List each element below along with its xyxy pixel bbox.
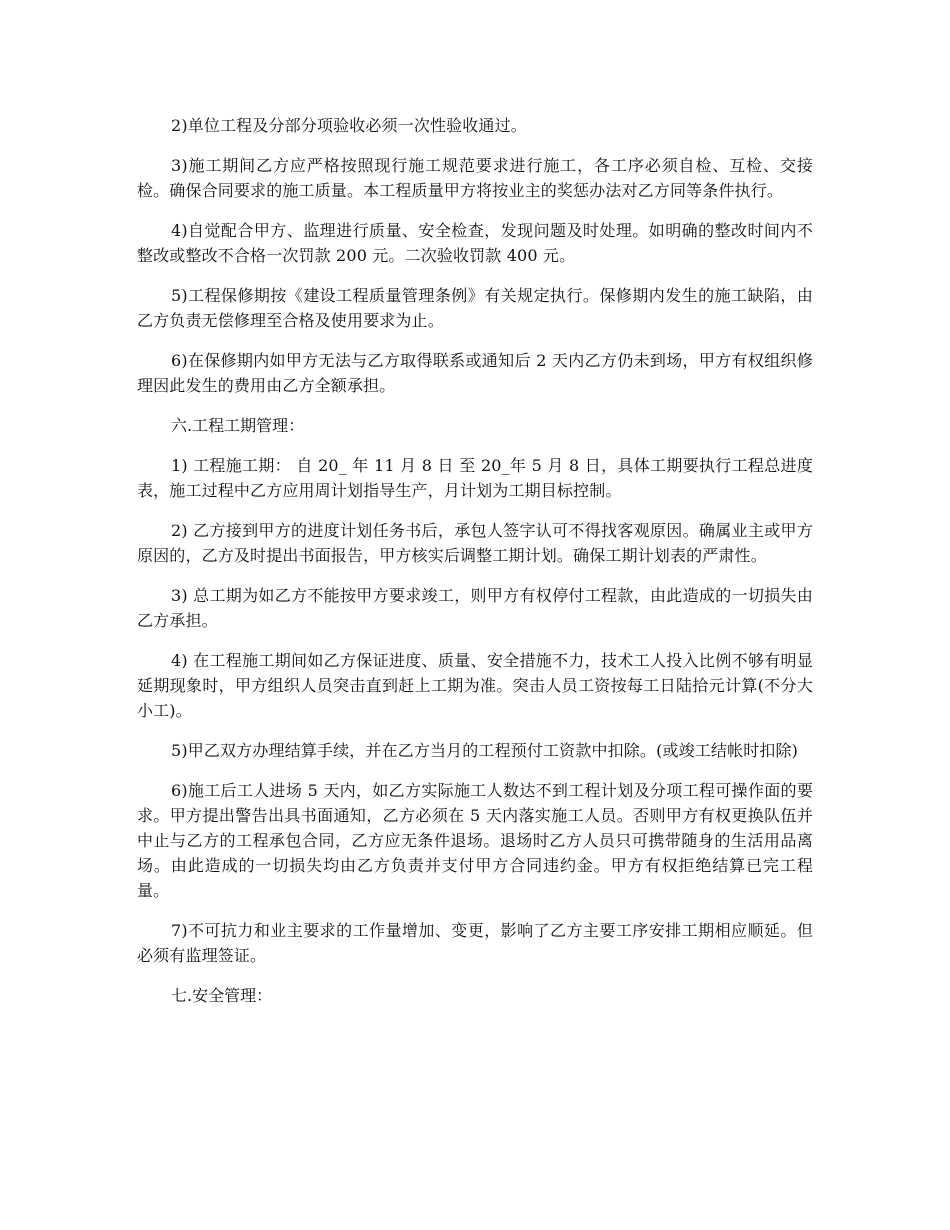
clause-quality-2: 2)单位工程及分部分项验收必须一次性验收通过。 (171, 116, 527, 135)
clause-schedule-4: 4) 在工程施工期间如乙方保证进度、质量、安全措施不力，技术工人投入比例不够有明显延期现象时，甲方组织人员突击直到赶上工期为准。突击人员工资按每工日陆拾元计算(不分大小工)。 (137, 651, 813, 720)
clause-quality-6: 6)在保修期内如甲方无法与乙方取得联系或通知后 2 天内乙方仍未到场，甲方有权组织修理因此发生的费用由乙方全额承担。 (137, 351, 813, 395)
clause-schedule-3: 3) 总工期为如乙方不能按甲方要求竣工，则甲方有权停付工程款，由此造成的一切损失由乙方承担。 (137, 586, 813, 630)
clause-quality-3: 3)施工期间乙方应严格按照现行施工规范要求进行施工，各工序必须自检、互检、交接检。确保合同要求的施工质量。本工程质量甲方将按业主的奖惩办法对乙方同等条件执行。 (137, 156, 813, 200)
section-heading-schedule: 六.工程工期管理： (171, 416, 305, 435)
clause-schedule-7: 7)不可抗力和业主要求的工作量增加、变更，影响了乙方主要工序安排工期相应顺延。但必须有监理签证。 (137, 921, 813, 965)
clause-schedule-2: 2) 乙方接到甲方的进度计划任务书后，承包人签字认可不得找客观原因。确属业主或甲方原因的，乙方及时提出书面报告，甲方核实后调整工期计划。确保工期计划表的严肃性。 (137, 521, 813, 565)
document-body (137, 113, 813, 1023)
clause-quality-4: 4)自觉配合甲方、监理进行质量、安全检查，发现问题及时处理。如明确的整改时间内不整改或整改不合格一次罚款 200 元。二次验收罚款 400 元。 (137, 221, 813, 265)
clause-schedule-5: 5)甲乙双方办理结算手续，并在乙方当月的工程预付工资款中扣除。(或竣工结帐时扣除) (171, 741, 799, 760)
clause-quality-5: 5)工程保修期按《建设工程质量管理条例》有关规定执行。保修期内发生的施工缺陷，由乙方负责无偿修理至合格及使用要求为止。 (137, 286, 813, 330)
clause-schedule-1: 1) 工程施工期： 自 20_ 年 11 月 8 日 至 20_年 5 月 8 日，具体工期要执行工程总进度表，施工过程中乙方应用周计划指导生产，月计划为工期目标控制。 (137, 456, 813, 500)
section-heading-safety: 七.安全管理： (171, 986, 273, 1005)
clause-schedule-6: 6)施工后工人进场 5 天内，如乙方实际施工人数达不到工程计划及分项工程可操作面的要求。甲方提出警告出具书面通知，乙方必须在 5 天内落实施工人员。否则甲方有权更换队伍并中止与乙方的工程承包合同，乙方应无条件退场。退场时乙方人员只可携带随身的生活用品离场。由此造成的一切损失均由乙方负责并支付甲方合同违约金。甲方有权拒绝结算已完工程量。 (137, 781, 813, 900)
